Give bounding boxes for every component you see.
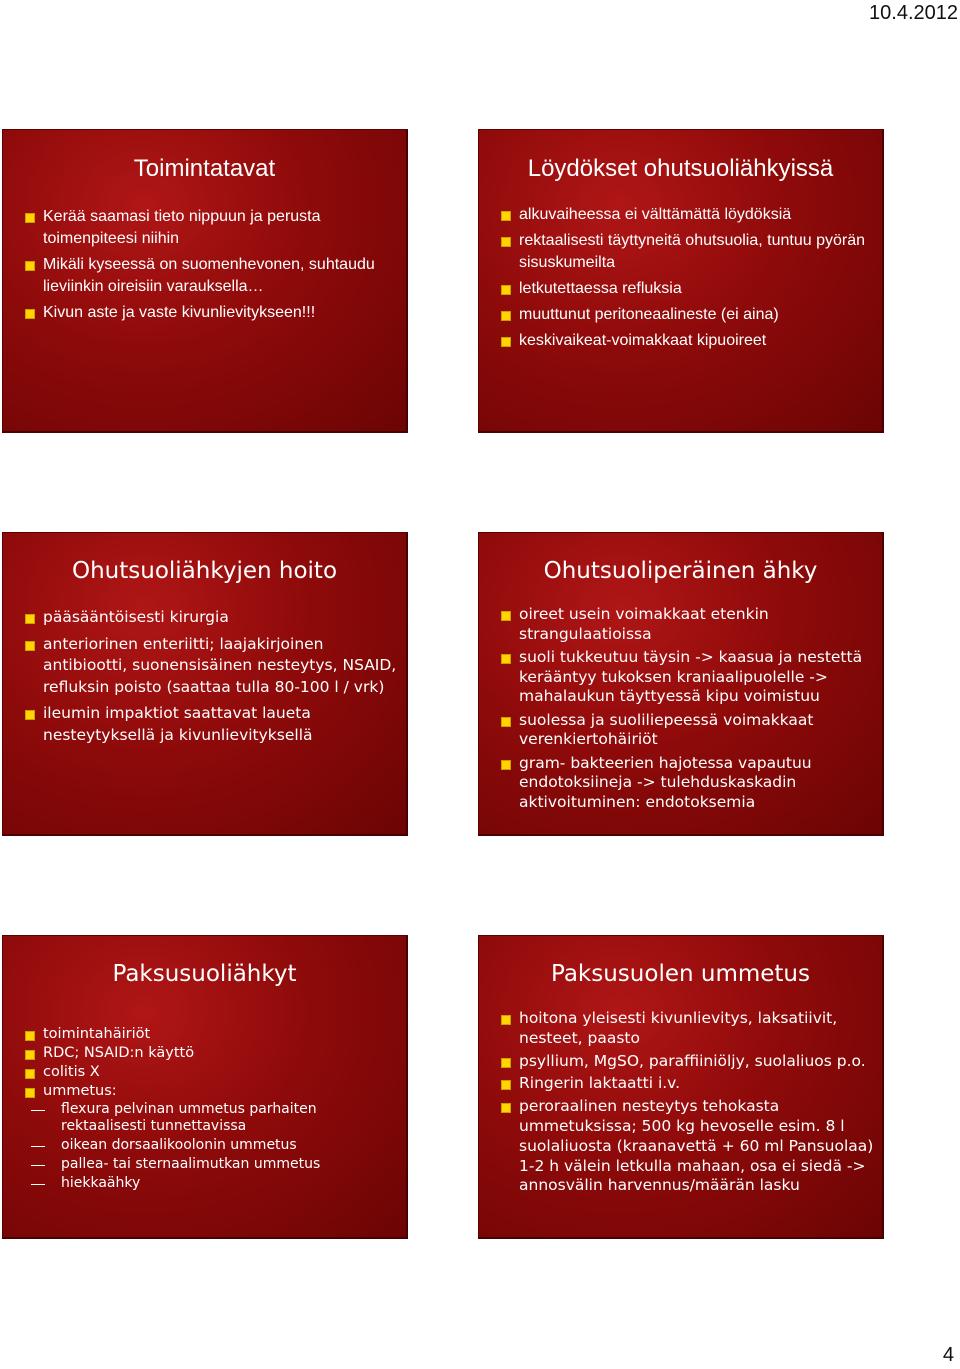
slide-bullet-list bbox=[25, 607, 398, 751]
slide-title: Paksusuoliähkyt bbox=[112, 961, 297, 987]
list-item bbox=[501, 1052, 874, 1072]
list-item-text: pallea- tai sternaalimutkan ummetus bbox=[61, 1156, 321, 1172]
slide-ohutsuoliahkyjen-hoito bbox=[2, 532, 408, 836]
list-item bbox=[501, 1074, 874, 1094]
square-bullet-icon bbox=[25, 641, 35, 651]
list-item bbox=[501, 711, 874, 750]
list-item-text: suolessa ja suoliliepeessä voimakkaat verenkiertohäiriöt bbox=[519, 710, 814, 748]
square-bullet-icon bbox=[25, 213, 35, 223]
square-bullet-icon bbox=[501, 1058, 511, 1068]
square-bullet-icon bbox=[25, 261, 35, 271]
square-bullet-icon bbox=[25, 1069, 35, 1079]
slide-bullet-list bbox=[501, 1009, 874, 1199]
slide-title: Paksusuolen ummetus bbox=[551, 961, 810, 987]
list-item bbox=[25, 302, 398, 324]
list-item-text: peroraalinen nesteytys tehokasta ummetuksissa; 500 kg hevoselle esim. 8 l suolaliuosta (kraanavettä + 60 ml Pansuolaa) 1-2 h välein letkulla mahaan, osa ei siedä -> annosvälin harvennus/määrän lasku bbox=[519, 1097, 874, 1195]
slide-loydokset bbox=[478, 129, 884, 433]
list-item bbox=[501, 605, 874, 644]
dash-bullet-icon bbox=[31, 1184, 45, 1185]
slide-bullet-list bbox=[25, 1025, 398, 1194]
list-item-text: ileumin impaktiot saattavat laueta nesteytyksellä ja kivunlievityksellä bbox=[43, 704, 313, 744]
list-item-text: Kivun aste ja vaste kivunlievitykseen!!! bbox=[43, 304, 316, 321]
list-item-text: Kerää saamasi tieto nippuun ja perusta toimenpiteesi niihin bbox=[43, 208, 321, 247]
sub-list-item bbox=[25, 1175, 398, 1192]
list-item-text: muuttunut peritoneaalineste (ei aina) bbox=[519, 306, 779, 323]
list-item-text: toimintahäiriöt bbox=[43, 1026, 151, 1042]
list-item bbox=[501, 230, 874, 274]
list-item-text: letkutettaessa refluksia bbox=[519, 280, 682, 297]
square-bullet-icon bbox=[501, 337, 511, 347]
list-item-text: oireet usein voimakkaat etenkin strangulaatioissa bbox=[519, 605, 769, 643]
square-bullet-icon bbox=[25, 1050, 35, 1060]
list-item bbox=[25, 1082, 398, 1101]
list-item bbox=[25, 634, 398, 699]
square-bullet-icon bbox=[501, 654, 511, 664]
sub-list-item bbox=[25, 1137, 398, 1154]
list-item-text: Mikäli kyseessä on suomenhevonen, suhtaudu lieviinkin oireisiin varauksella… bbox=[43, 256, 375, 295]
square-bullet-icon bbox=[501, 285, 511, 295]
dash-bullet-icon bbox=[31, 1165, 45, 1166]
dash-bullet-icon bbox=[31, 1110, 45, 1111]
square-bullet-icon bbox=[25, 614, 35, 624]
list-item-text: colitis X bbox=[43, 1064, 100, 1080]
header-date: 10.4.2012 bbox=[869, 2, 958, 24]
sub-list-item bbox=[25, 1156, 398, 1173]
square-bullet-icon bbox=[25, 1031, 35, 1041]
list-item-text: keskivaikeat-voimakkaat kipuoireet bbox=[519, 332, 767, 349]
slide-bullet-list bbox=[501, 605, 874, 816]
square-bullet-icon bbox=[501, 611, 511, 621]
page-number: 4 bbox=[942, 1344, 954, 1366]
list-item-text: gram- bakteerien hajotessa vapautuu endotoksiineja -> tulehduskaskadin aktivoituminen: endotoksemia bbox=[519, 753, 812, 811]
list-item bbox=[25, 1025, 398, 1044]
list-item-text: rektaalisesti täyttyneitä ohutsuolia, tuntuu pyörän sisuskumeilta bbox=[519, 232, 865, 271]
slide-title: Löydökset ohutsuoliähkyissä bbox=[527, 155, 834, 182]
list-item-text: anteriorinen enteriitti; laajakirjoinen antibiootti, suonensisäinen nesteytys, NSAID, refluksin poisto (saattaa tulla 80-100 l / vrk) bbox=[43, 634, 397, 696]
list-item bbox=[501, 278, 874, 300]
list-item bbox=[501, 330, 874, 352]
slide-title: Toimintatavat bbox=[133, 155, 276, 182]
list-item bbox=[501, 648, 874, 707]
square-bullet-icon bbox=[501, 211, 511, 221]
square-bullet-icon bbox=[501, 717, 511, 727]
list-item bbox=[25, 206, 398, 250]
sub-list-item bbox=[25, 1101, 398, 1135]
list-item-text: flexura pelvinan ummetus parhaiten rektaalisesti tunnettavissa bbox=[61, 1101, 317, 1134]
list-item-text: suoli tukkeutuu täysin -> kaasua ja nestettä kerääntyy tukoksen kraniaalipuolelle -> mahalaukun täyttyessä kipu voimistuu bbox=[519, 648, 863, 705]
slide-ohutsuoliperainen-ahky bbox=[478, 532, 884, 836]
list-item bbox=[501, 304, 874, 326]
slide-title: Ohutsuoliperäinen ähky bbox=[543, 558, 818, 584]
list-item bbox=[25, 1044, 398, 1063]
list-item bbox=[501, 1009, 874, 1049]
list-item bbox=[501, 1097, 874, 1196]
list-item bbox=[25, 607, 398, 629]
list-item-text: RDC; NSAID:n käyttö bbox=[43, 1045, 195, 1061]
square-bullet-icon bbox=[501, 237, 511, 247]
slide-title: Ohutsuoliähkyjen hoito bbox=[71, 558, 338, 584]
list-item bbox=[25, 1063, 398, 1082]
list-item bbox=[501, 754, 874, 813]
slide-paksusuolen-ummetus bbox=[478, 935, 884, 1239]
slide-toimintatavat bbox=[2, 129, 408, 433]
list-item bbox=[25, 703, 398, 746]
slide-paksusuoliahkyt bbox=[2, 935, 408, 1239]
list-item-text: Ringerin laktaatti i.v. bbox=[519, 1074, 681, 1093]
list-item-text: psyllium, MgSO, paraffiiniöljy, suolaliuos p.o. bbox=[519, 1051, 866, 1070]
slide-bullet-list bbox=[25, 206, 398, 328]
square-bullet-icon bbox=[25, 1088, 35, 1098]
list-item-text: pääsääntöisesti kirurgia bbox=[43, 608, 229, 626]
slide-bullet-list bbox=[501, 204, 874, 356]
square-bullet-icon bbox=[501, 760, 511, 770]
list-item bbox=[501, 204, 874, 226]
square-bullet-icon bbox=[501, 311, 511, 321]
list-item-text: hoitona yleisesti kivunlievitys, laksatiivit, nesteet, paasto bbox=[519, 1009, 838, 1047]
square-bullet-icon bbox=[501, 1080, 511, 1090]
list-item-text: oikean dorsaalikoolonin ummetus bbox=[61, 1137, 297, 1153]
square-bullet-icon bbox=[501, 1015, 511, 1025]
square-bullet-icon bbox=[25, 309, 35, 319]
list-item-text: ummetus: bbox=[43, 1083, 117, 1099]
list-item-text: hiekkaähky bbox=[61, 1175, 141, 1191]
list-item bbox=[25, 254, 398, 298]
list-item-text: alkuvaiheessa ei välttämättä löydöksiä bbox=[519, 206, 792, 223]
square-bullet-icon bbox=[501, 1103, 511, 1113]
square-bullet-icon bbox=[25, 710, 35, 720]
dash-bullet-icon bbox=[31, 1146, 45, 1147]
